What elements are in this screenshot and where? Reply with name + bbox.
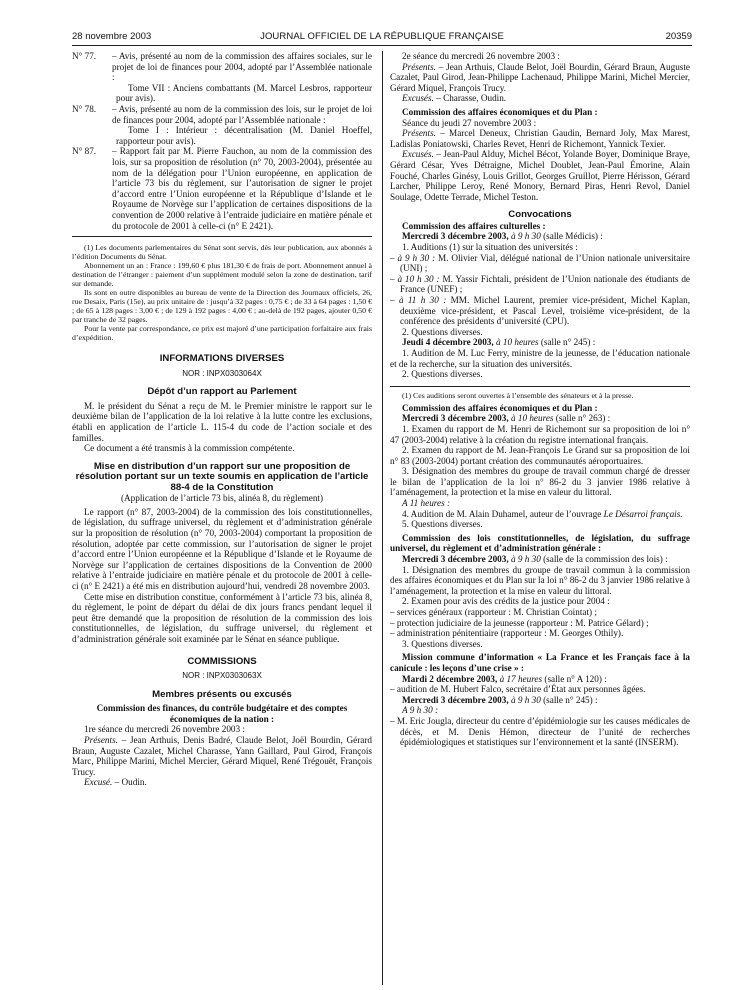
item-number: N° 87. [72,146,97,157]
meeting-date: Mercredi 3 décembre 2003, à 10 heures (salle n° 263) : [402,413,611,424]
attendance-excused: Excusé. – Oudin. [84,777,147,788]
commission-title: Commission des finances, du contrôle budgétaire et des comptes économiques de la nation : [96,703,348,724]
meeting-date: Mercredi 3 décembre 2003, à 9 h 30 (salle n° 245) : [402,694,598,705]
subsection-title: Membres présents ou excusés [152,688,292,700]
footnote: Pour la vente par correspondance, ce prix est majoré d’une participation forfaitaire aux frais d’expédition. [72,324,372,343]
document-item-87 [72,146,372,231]
meeting-date: Mercredi 3 décembre 2003, à 9 h 30 (salle de la commission des lois) : [402,554,668,565]
footnotes [72,243,372,342]
item-number: N° 78. [72,103,97,114]
agenda-subitem: – audition de M. Hubert Falco, secrétaire d’État aux personnes âgées. [390,684,646,695]
footnote: Ils sont en outre disponibles au bureau de vente de la Direction des Journaux officiels, 26, rue Desaix, Paris (15e), au prix unitaire de : jusqu’à 32 pages : 0,75 € ; de 33 à 64 pages : 1,50 € ; de 65 à 128 pages : 3,00 € ; de 129 à 192 pages : 4,00 € ; au-delà de 192 pages, ajouter 0,50 € par tranche de 32 pages. [72,288,372,325]
agenda-item: 2. Questions diverses. [402,326,483,337]
subsection-title: Dépôt d’un rapport au Parlement [147,386,297,398]
meeting-date: Jeudi 4 décembre 2003, à 10 heures (salle n° 245) : [402,337,596,348]
paragraph: Cette mise en distribution constitue, conformément à l’article 73 bis, alinéa 8, du règlement, le point de départ du délai de dix jours francs pendant lequel il peut être demandé que la proposition de résolution de la commission des lois constitutionnelles, de législation, du suffrage universel, du règlement et d’administration générale soit examinée par le Sénat en séance publique. [72,591,372,644]
footnote: Abonnement un an : France : 199,60 € plus 181,30 € de frais de port. Abonnement annuel à destination de l’étranger : paiement d’un supplément modulé selon la zone de destination, tarif sur demande. [72,261,372,289]
section-title: INFORMATIONS DIVERSES [159,353,285,365]
seance-line: 2e séance du mercredi 26 novembre 2003 : [402,51,560,61]
commission-title: Commission des affaires culturelles : [402,220,546,231]
column-divider [382,51,383,985]
agenda-item: 5. Questions diverses. [402,519,483,530]
item-text: – Avis, présenté au nom de la commission des affaires sociales, sur le projet de loi de finances pour 2004, adopté par l’Assemblée nationale : [112,51,372,83]
paragraph: Ce document a été transmis à la commission compétente. [84,443,295,454]
agenda-subitem: – M. Eric Jougla, directeur du centre d’épidémiologie sur les causes médicales de décès, et M. Denis Hémon, directeur de l’unité de recherches épidémiologiques et statistiques sur l’environnement et la santé (INSERM). [390,715,690,748]
commission-title: Commission des affaires économiques et du Plan : [402,402,598,413]
agenda-item: 3. Questions diverses. [402,638,483,649]
attendance-present: Présents. – Jean Arthuis, Denis Badré, Claude Belot, Joël Bourdin, Gérard Braun, Auguste Cazalet, Michel Charasse, Yann Gaillard, Paul Girod, François Marc, Philippe Marini, Michel Mercier, Gérard Miquel, René Trégouët, François Trucy. [72,735,372,777]
item-subtext: Tome I : Intérieur : décentralisation (M. Daniel Hoeffel, rapporteur pour avis). [116,125,372,146]
footnote: (1) Ces auditions seront ouvertes à l’ensemble des sénateurs et à la presse. [402,390,634,400]
footnote-rule [72,236,372,237]
commission-title: Commission des lois constitutionnelles, de législation, du suffrage universel, du règlement et d’administration générale : [390,532,690,554]
agenda-item: 1. Désignation des membres du groupe de travail commun à la commission des affaires économiques et du Plan sur la loi n° 86-2 du 3 janvier 1986 relative à l’aménagement, la protection et la mise en valeur du littoral. [390,564,690,596]
seance-line: 1re séance du mercredi 26 novembre 2003 : [84,724,245,735]
seance-line: Séance du jeudi 27 novembre 2003 : [402,117,537,128]
section-title: COMMISSIONS [187,655,257,667]
agenda-time: A 11 heures : [402,498,451,509]
footnote-rule [390,386,690,387]
agenda-item: 2. Questions diverses. [402,369,483,380]
item-text: – Rapport fait par M. Pierre Fauchon, au nom de la commission des lois, sur sa proposition de résolution (n° 70, 2003-2004), présentée au nom de la délégation pour l’Union européenne, en application de l’article 73 bis du règlement, sur l’autorisation de signer le projet d’accord entre l’Union européenne et la République d’Islande et le Royaume de Norvège sur l’application de certaines dispositions de la convention de 2000 relative à l’entraide judiciaire en matière pénale et du protocole de 2001 à celle-ci (n° E 2421). [112,146,372,231]
attendance-present: Présents. – Marcel Deneux, Christian Gaudin, Bernard Joly, Max Marest, Ladislas Poniatowski, Charles Revet, Henri de Richemont, Yannick Texier. [390,128,691,149]
agenda-item: 2. Examen pour avis des crédits de la justice pour 2004 : [402,596,610,607]
attendance-excused: Excusés. – Charasse, Oudin. [402,93,507,104]
header-date: 28 novembre 2003 [72,31,152,42]
item-number: N° 77. [72,51,97,61]
agenda-subitem: – administration pénitentiaire (rapporteur : M. Georges Othily). [390,628,624,639]
attendance-present: Présents. – Jean Arthuis, Claude Belot, Joël Bourdin, Gérard Braun, Auguste Cazalet, Paul Girod, Jean-Philippe Lachenaud, Philippe Marini, Michel Mercier, Gérard Miquel, François Trucy. [390,61,691,93]
right-column [390,51,690,748]
nor-reference: NOR : INPX0303064X [182,368,262,378]
paragraph: Le rapport (n° 87, 2003-2004) de la commission des lois constitutionnelles, de législation, du suffrage universel, du règlement et d’administration générale sur la proposition de résolution (n° 70, 2003-2004) comportant la proposition de résolution, adoptée par cette commission, sur l’autorisation de signer le projet d’accord entre l’Union européenne et la République d’Islande et le Royaume de Norvège sur l’application de certaines dispositions de la Convention de 2000 relative à l’entraide judiciaire en matière pénale et du protocole de 2001 à celle-ci (n° E 2421) a été mis en distribution aujourd’hui, vendredi 28 novembre 2003. [72,506,372,591]
agenda-item: 1. Auditions (1) sur la situation des universités : [402,242,578,252]
agenda-subitem: – protection judiciaire de la jeunesse (rapporteur : M. Patrice Gélard) ; [390,617,649,628]
agenda-subitem: – à 9 h 30 : M. Olivier Vial, délégué national de l’Union nationale universitaire (UNI) ; [390,252,690,274]
document-item-77 [72,51,372,83]
meeting-date: Mercredi 3 décembre 2003, à 9 h 30 (salle Médicis) : [402,231,603,242]
agenda-item: 3. Désignation des membres du groupe de travail commun chargé de dresser le bilan de l’application de la loi n° 86-2 du 3 janvier 1986 relative à l’aménagement, la protection et la mise en valeur du littoral. [390,466,690,498]
header-rule [72,45,692,46]
meeting-date: Mardi 2 décembre 2003, à 17 heures (salle n° A 120) : [402,673,607,684]
document-item-78 [72,104,372,125]
item-subtext: Tome VII : Anciens combattants (M. Marcel Lesbros, rapporteur pour avis). [116,82,372,104]
footnote: (1) Les documents parlementaires du Sénat sont servis, dès leur publication, aux abonnés à l’édition Documents du Sénat. [72,243,372,262]
subsection-subtitle: (Application de l’article 73 bis, alinéa 8, du règlement) [120,493,324,504]
attendance-excused: Excusés. – Jean-Paul Alduy, Michel Bécot, Yolande Boyer, Dominique Braye, Gérard César, Yves Détraigne, Michel Doublet, Jean-Paul Émorine, Alain Fouché, Charles Ginésy, Louis Grillot, Georges Gruillot, Pierre Hérisson, Gérard Larcher, Philippe Leroy, René Monory, Bernard Piras, Henri Revol, Daniel Soulage, Odette Terrade, Michel Teston. [390,149,690,202]
agenda-subitem: – services généraux (rapporteur : M. Christian Cointat) ; [390,607,597,617]
agenda-subitem: – à 10 h 30 : M. Yassir Fichtali, président de l’Union nationale des étudiants de France (UNEF) ; [390,273,690,295]
journal-title: JOURNAL OFFICIEL DE LA RÉPUBLIQUE FRANÇAISE [260,31,504,42]
agenda-subitem: – à 11 h 30 : MM. Michel Laurent, premier vice-président, Michel Kaplan, deuxième vice-président, et Pascal Level, troisième vice-président, de la conférence des présidents d’université (CPU). [390,294,691,327]
agenda-item: 4. Audition de M. Alain Duhamel, auteur de l’ouvrage Le Désarroi français. [402,508,683,519]
mission-title: Mission commune d’information « La France et les Français face à la canicule : les leçons d’une crise » : [390,652,690,673]
agenda-item: 1. Audition de M. Luc Ferry, ministre de la jeunesse, de l’éducation nationale et de la recherche, sur la situation des universités. [390,347,690,369]
agenda-item: 2. Examen du rapport de M. Jean-François Le Grand sur sa proposition de loi n° 83 (2003-2004) portant création des communautés aéroportuaires. [390,445,690,466]
subsection-title: Mise en distribution d’un rapport sur une proposition de résolution portant sur un texte soumis en application de l’article 88-4 de la Constitution [75,460,369,493]
commission-title: Commission des affaires économiques et du Plan : [402,106,598,117]
section-title: Convocations [508,209,572,221]
page-header [72,31,692,45]
page-number: 20359 [665,31,692,42]
agenda-time: A 9 h 30 : [402,705,439,716]
nor-reference: NOR : INPX0303063X [182,671,262,681]
item-text: – Avis, présenté au nom de la commission des lois, sur le projet de loi de finances pour 2004, adopté par l’Assemblée nationale : [112,103,372,125]
agenda-item: 1. Examen du rapport de M. Henri de Richemont sur sa proposition de loi n° 47 (2003-2004) relative à la création du registre international français. [390,423,690,445]
paragraph: M. le président du Sénat a reçu de M. le Premier ministre le rapport sur le deuxième bilan de l’application de la loi relative à la lutte contre les exclusions, établi en application de l’article L. 115-4 du code de l’action sociale et des familles. [72,400,372,443]
left-column [72,51,372,788]
